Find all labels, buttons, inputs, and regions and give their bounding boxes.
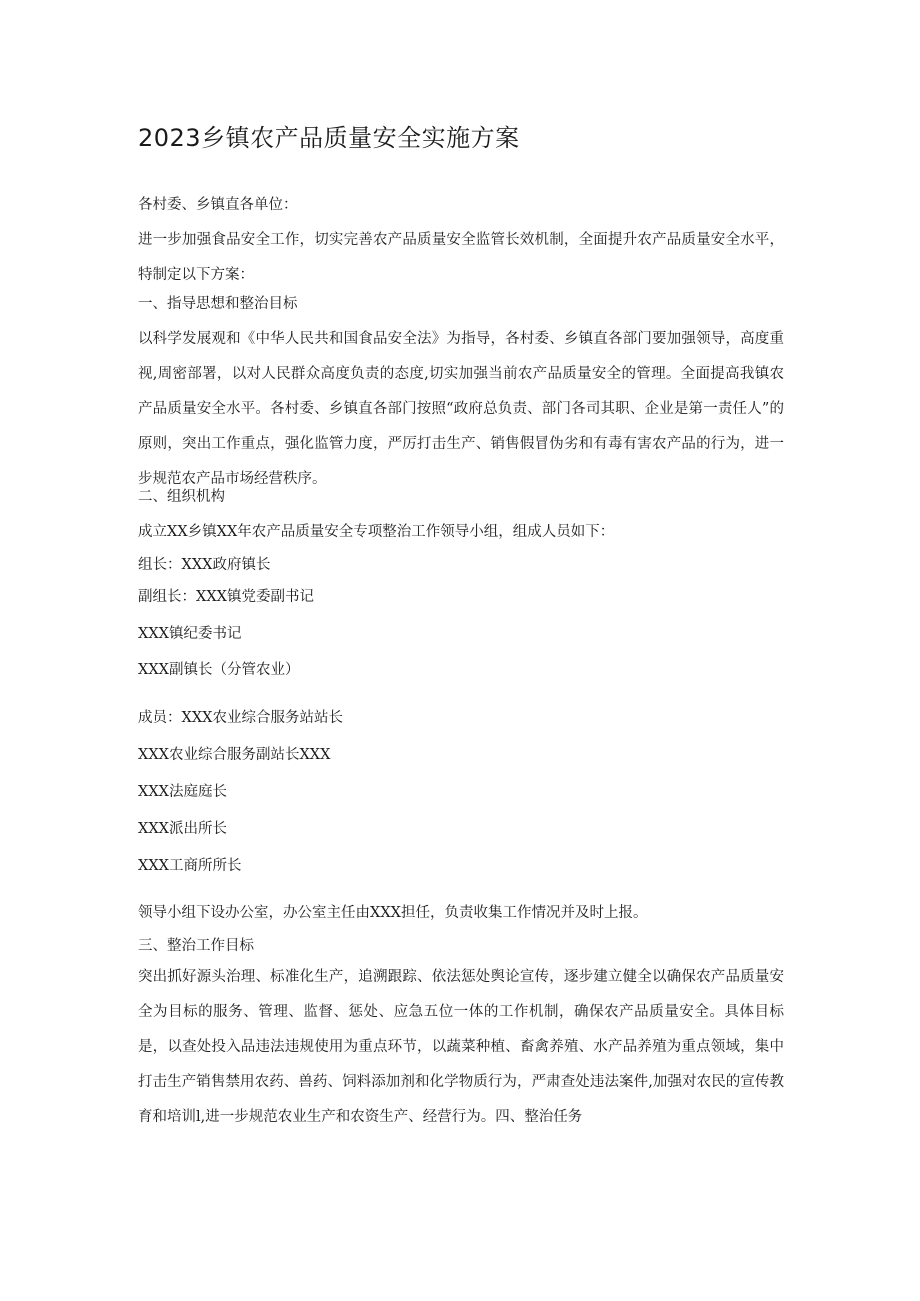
section3-paragraph: 突出抓好源头治理、标准化生产，追溯跟踪、依法惩处舆论宣传，逐步建立健全以确保农产品质量安全为目标的服务、管理、监督、惩处、应急五位一体的工作机制，确保农产品质量安全。具体目标是，以查处投入品违法违规使用为重点环节，以蔬菜种植、畜禽养殖、水产品养殖为重点领域，集中打击生产销售禁用农药、兽药、饲料添加剂和化学物质行为，严肃查处违法案件,加强对农民的宣传教育和培训l,进一步规范农业生产和农资生产、经营行为。四、整治任务 (138, 969, 784, 1125)
member-line-2: XXX农业综合服务副站长XXX (138, 747, 331, 763)
section3-heading: 三、整治工作目标 (138, 938, 254, 954)
intro-paragraph: 进一步加强食品安全工作，切实完善农产品质量安全监管长效机制，全面提升农产品质量安全水平，特制定以下方案： (138, 232, 784, 283)
deputy-leader-line: 副组长：XXX镇党委副书记 (138, 589, 314, 605)
section1-paragraph: 以科学发展观和《中华人民共和国食品安全法》为指导，各村委、乡镇直各部门要加强领导，高度重视,周密部署，以对人民群众高度负责的态度,切实加强当前农产品质量安全的管理。全面提高我镇农产品质量安全水平。各村委、乡镇直各部门按照“政府总负责、部门各司其职、企业是第一责任人”的原则，突出工作重点，强化监管力度，严厉打击生产、销售假冒伪劣和有毒有害农产品的行为，进一步规范农产品市场经营秩序。 (138, 331, 784, 487)
member-line-4: XXX派出所长 (138, 821, 227, 837)
member-line-3: XXX法庭庭长 (138, 784, 227, 800)
deputy-line-2: XXX镇纪委书记 (138, 626, 242, 642)
leader-line: 组长：XXX政府镇长 (138, 557, 271, 573)
section1-heading: 一、指导思想和整治目标 (138, 296, 298, 312)
member-line-1: 成员：XXX农业综合服务站站长 (138, 710, 343, 726)
section2-heading: 二、组织机构 (138, 489, 225, 505)
member-line-5: XXX工商所所长 (138, 858, 242, 874)
salutation: 各村委、乡镇直各单位： (138, 197, 298, 213)
deputy-line-3: XXX副镇长（分管农业） (138, 662, 300, 678)
document-title: 2023乡镇农产品质量安全实施方案 (138, 124, 520, 152)
section2-intro: 成立XX乡镇XX年农产品质量安全专项整治工作领导小组，组成人员如下： (138, 524, 615, 540)
office-note: 领导小组下设办公室，办公室主任由XXX担任，负责收集工作情况并及时上报。 (138, 905, 648, 921)
